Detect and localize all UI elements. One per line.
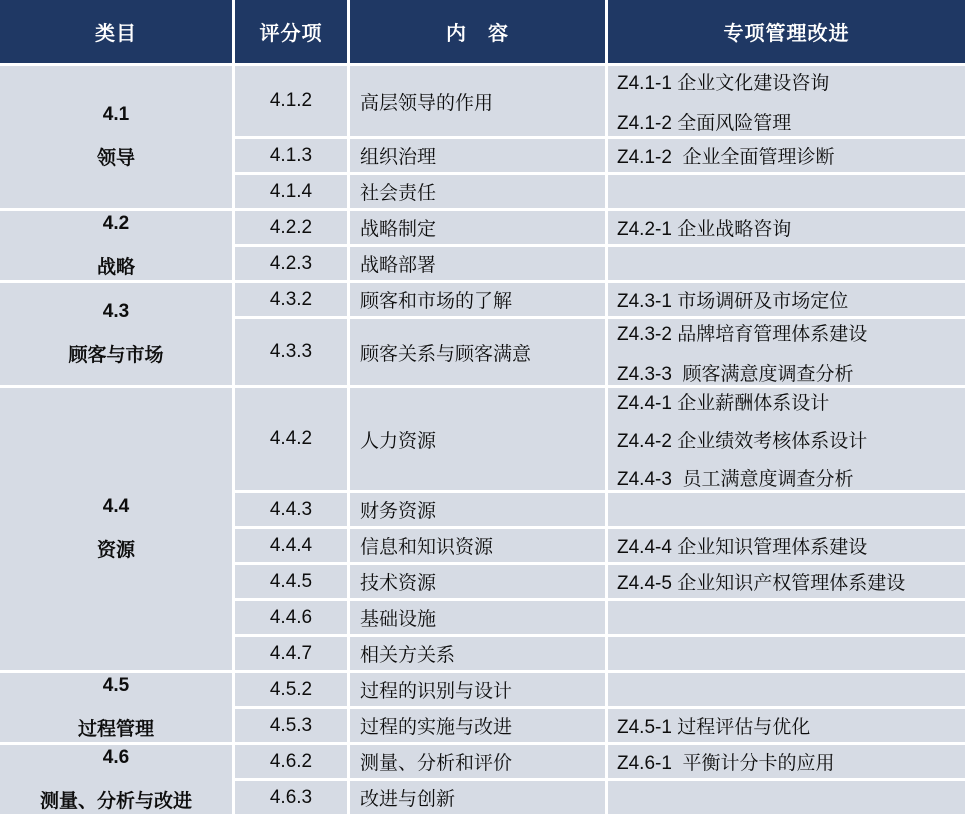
content-cell: 过程的实施与改进 [350, 709, 605, 742]
content-cell: 测量、分析和评价 [350, 745, 605, 778]
item-cell: 4.1.3 [235, 139, 347, 172]
item-cell: 4.3.3 [235, 319, 347, 385]
content-cell: 顾客和市场的了解 [350, 283, 605, 316]
item-cell: 4.5.3 [235, 709, 347, 742]
content-cell: 改进与创新 [350, 781, 605, 814]
improvement-line: Z4.4-1 企业薪酬体系设计 [617, 392, 830, 414]
improvement-line: Z4.3-2 品牌培育管理体系建设 [617, 323, 868, 345]
category-name: 测量、分析与改进 [39, 790, 192, 812]
item-cell: 4.6.3 [235, 781, 347, 814]
content-cell: 基础设施 [350, 601, 605, 634]
improvement-cell [608, 565, 965, 598]
category-cell-4-1 [0, 66, 232, 208]
improvement-line: Z4.5-1 过程评估与优化 [617, 717, 811, 738]
item-cell: 4.4.6 [235, 601, 347, 634]
content-cell: 社会责任 [350, 175, 605, 208]
category-cell-4-3 [0, 283, 232, 385]
category-number: 4.5 [102, 674, 130, 696]
item-cell: 4.1.4 [235, 175, 347, 208]
improvement-line: Z4.4-2 企业绩效考核体系设计 [617, 430, 868, 452]
item-cell: 4.3.2 [235, 283, 347, 316]
category-number: 4.3 [102, 301, 130, 322]
content-cell: 战略制定 [350, 211, 605, 244]
category-cell-4-2 [0, 211, 232, 280]
header-cell-content: 内 容 [350, 0, 605, 63]
content-cell: 过程的识别与设计 [350, 673, 605, 706]
content-cell: 相关方关系 [350, 637, 605, 670]
item-cell: 4.2.3 [235, 247, 347, 280]
improvement-cell-empty [608, 175, 965, 208]
item-cell: 4.5.2 [235, 673, 347, 706]
improvement-cell [608, 529, 965, 562]
item-cell: 4.2.2 [235, 211, 347, 244]
item-cell: 4.1.2 [235, 66, 347, 136]
category-name: 资源 [96, 540, 135, 561]
content-cell: 财务资源 [350, 493, 605, 526]
improvement-cell-empty [608, 247, 965, 280]
improvement-cell [608, 388, 965, 490]
improvement-cell [608, 139, 965, 172]
category-name: 领导 [96, 148, 135, 169]
category-number: 4.1 [102, 104, 130, 125]
item-cell: 4.4.5 [235, 565, 347, 598]
improvement-cell [608, 745, 965, 778]
content-cell: 人力资源 [350, 388, 605, 490]
improvement-cell [608, 66, 965, 136]
improvement-line: Z4.6-1 平衡计分卡的应用 [617, 753, 835, 774]
item-cell: 4.4.3 [235, 493, 347, 526]
improvement-cell-empty [608, 493, 965, 526]
content-cell: 高层领导的作用 [350, 66, 605, 136]
header-cell-scoring-item: 评分项 [235, 0, 347, 63]
category-cell-4-4 [0, 388, 232, 670]
item-cell: 4.6.2 [235, 745, 347, 778]
improvement-line: Z4.3-3 顾客满意度调查分析 [617, 363, 854, 385]
improvement-cell-empty [608, 673, 965, 706]
content-cell: 战略部署 [350, 247, 605, 280]
content-cell: 组织治理 [350, 139, 605, 172]
improvement-line: Z4.3-1 市场调研及市场定位 [617, 291, 849, 312]
category-name: 战略 [96, 256, 135, 278]
category-number: 4.2 [102, 212, 130, 234]
improvement-line: Z4.4-3 员工满意度调查分析 [617, 468, 854, 490]
improvement-cell-empty [608, 781, 965, 814]
category-cell-4-5 [0, 673, 232, 742]
improvement-line: Z4.1-2 企业全面管理诊断 [617, 147, 835, 168]
improvement-line: Z4.1-1 企业文化建设咨询 [617, 72, 830, 94]
content-cell: 信息和知识资源 [350, 529, 605, 562]
item-cell: 4.4.4 [235, 529, 347, 562]
improvement-cell-empty [608, 637, 965, 670]
category-name: 过程管理 [77, 718, 154, 740]
improvement-cell [608, 709, 965, 742]
improvement-cell [608, 319, 965, 385]
improvement-cell [608, 211, 965, 244]
content-cell: 顾客关系与顾客满意 [350, 319, 605, 385]
improvement-line: Z4.4-4 企业知识管理体系建设 [617, 537, 868, 558]
improvement-line: Z4.4-5 企业知识产权管理体系建设 [617, 573, 906, 594]
header-cell-category: 类目 [0, 0, 232, 63]
improvement-cell-empty [608, 601, 965, 634]
header-cell-improvement: 专项管理改进 [608, 0, 965, 63]
category-name: 顾客与市场 [68, 345, 164, 366]
category-number: 4.6 [102, 746, 130, 768]
content-cell: 技术资源 [350, 565, 605, 598]
improvement-line: Z4.2-1 企业战略咨询 [617, 219, 792, 240]
item-cell: 4.4.7 [235, 637, 347, 670]
category-number: 4.4 [102, 496, 130, 517]
category-cell-4-6 [0, 745, 232, 814]
item-cell: 4.4.2 [235, 388, 347, 490]
improvement-line: Z4.1-2 全面风险管理 [617, 112, 792, 134]
improvement-cell [608, 283, 965, 316]
